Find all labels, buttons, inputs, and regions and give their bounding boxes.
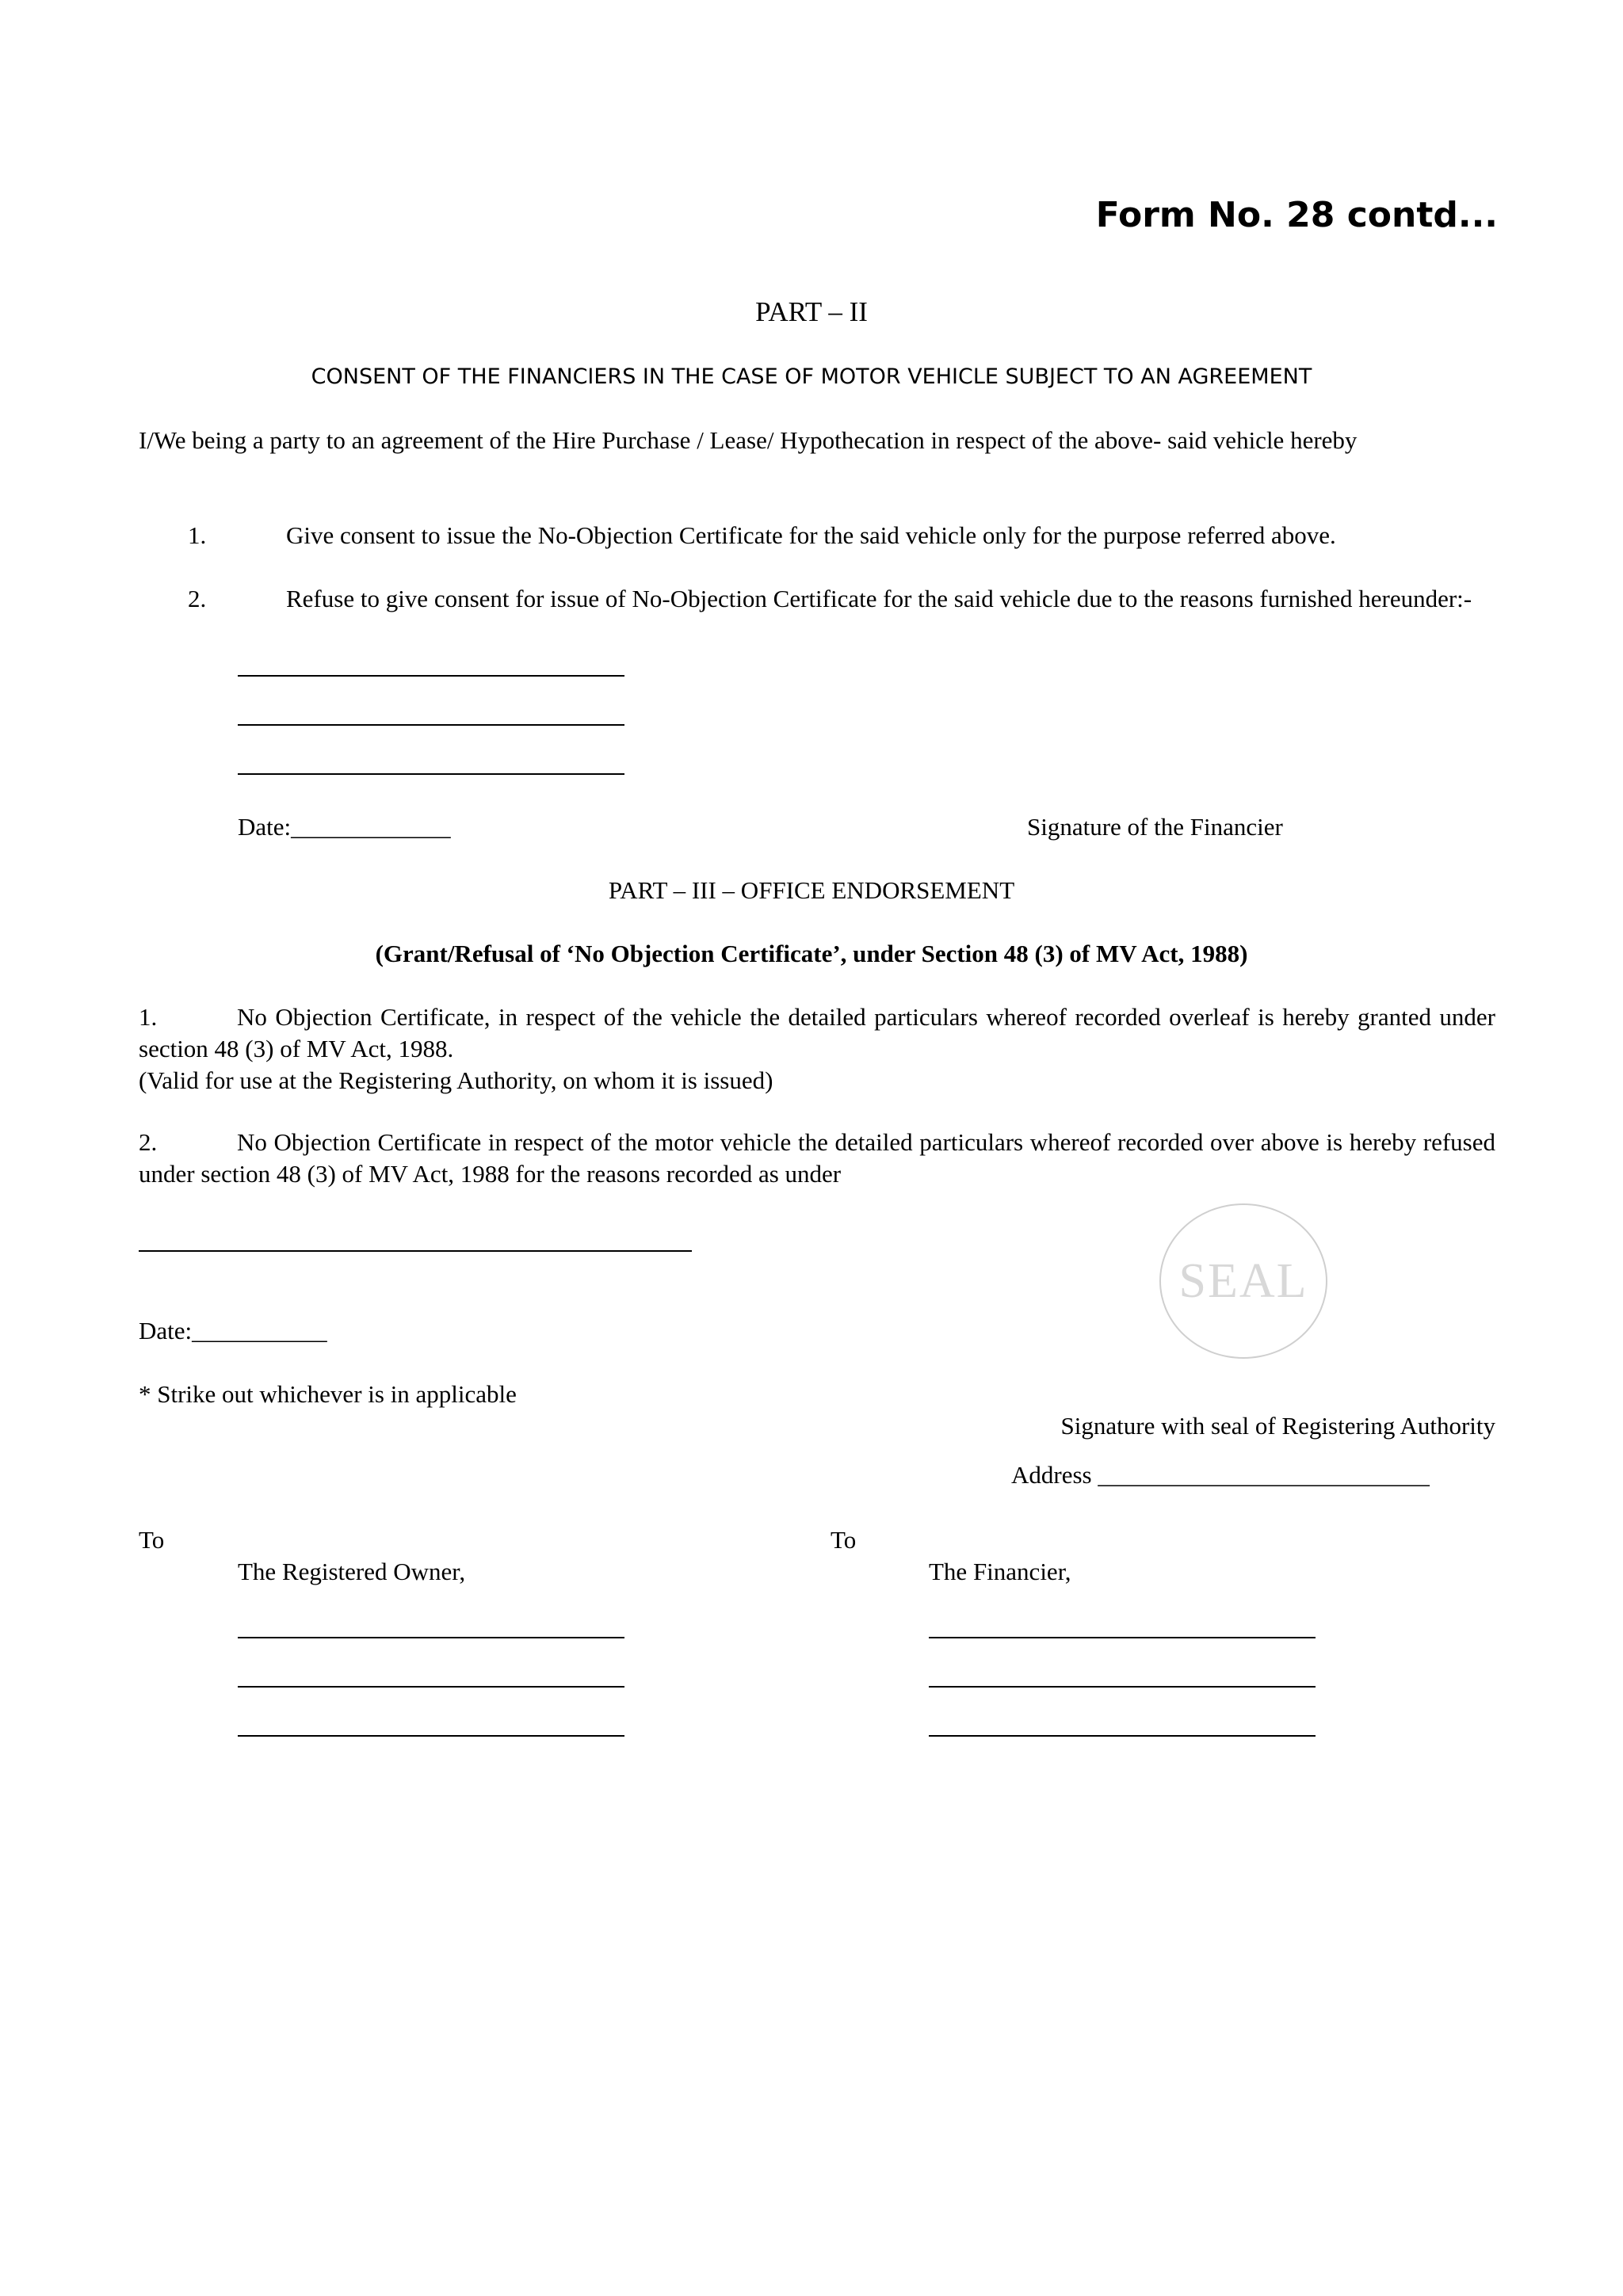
part3-item2-text: No Objection Certificate in respect of the motor vehicle the detailed particulars whereof recorded over above is hereby refused under section 48 (3) of MV Act, 1988 for the reasons recorded as under [139,1128,1495,1188]
financier-label: The Financier, [929,1558,1071,1585]
part3-date-field: Date:___________ [139,1317,327,1344]
strike-out-note: * Strike out whichever is in applicable [139,1380,517,1408]
financier-address-line-3 [929,1735,1316,1737]
financier-address-line-1 [929,1637,1316,1638]
to-label-right: To [831,1526,857,1554]
address-field: Address ___________________________ [1011,1461,1430,1489]
part2-heading: PART – II [755,296,868,327]
part3-item1-number: 1. [139,1003,158,1031]
form-title: Form No. 28 contd... [1095,195,1498,235]
part3-item1-text: No Objection Certificate, in respect of the vehicle the detailed particulars whereof recorded overleaf is hereby granted under section 48 (3) of MV Act, 1988. [139,1003,1495,1062]
part2-item1-number: 1. [188,521,207,549]
financier-address-line-2 [929,1686,1316,1688]
part2-item2-number: 2. [188,585,207,612]
reason-line-3 [238,773,624,775]
part3-item1-note: (Valid for use at the Registering Authority, on whom it is issued) [139,1066,773,1094]
registering-authority-signature-label: Signature with seal of Registering Authority [1060,1412,1495,1440]
part2-date-field: Date:_____________ [238,813,451,841]
seal-stamp [1159,1203,1327,1359]
financier-signature-label: Signature of the Financier [1027,813,1283,841]
owner-address-line-2 [238,1686,624,1688]
to-label-left: To [139,1526,165,1554]
owner-address-line-1 [238,1637,624,1638]
part3-subheading: (Grant/Refusal of ‘No Objection Certificate’, under Section 48 (3) of MV Act, 1988) [375,940,1248,967]
part2-intro: I/We being a party to an agreement of the Hire Purchase / Lease/ Hypothecation in respect of the above- said vehicle hereby [139,426,1358,454]
part2-subheading: CONSENT OF THE FINANCIERS IN THE CASE OF MOTOR VEHICLE SUBJECT TO AN AGREEMENT [311,364,1312,389]
seal-text: SEAL [1178,1253,1308,1308]
part3-item2-number: 2. [139,1128,158,1156]
owner-address-line-3 [238,1735,624,1737]
part2-item2-text: Refuse to give consent for issue of No-Objection Certificate for the said vehicle due to the reasons furnished hereunder:- [286,585,1472,612]
refusal-reason-line [139,1250,692,1252]
reason-line-2 [238,724,624,726]
part3-heading: PART – III – OFFICE ENDORSEMENT [608,876,1015,904]
registered-owner-label: The Registered Owner, [238,1558,466,1585]
part2-item1-text: Give consent to issue the No-Objection Certificate for the said vehicle only for the purpose referred above. [286,521,1336,549]
reason-line-1 [238,675,624,677]
